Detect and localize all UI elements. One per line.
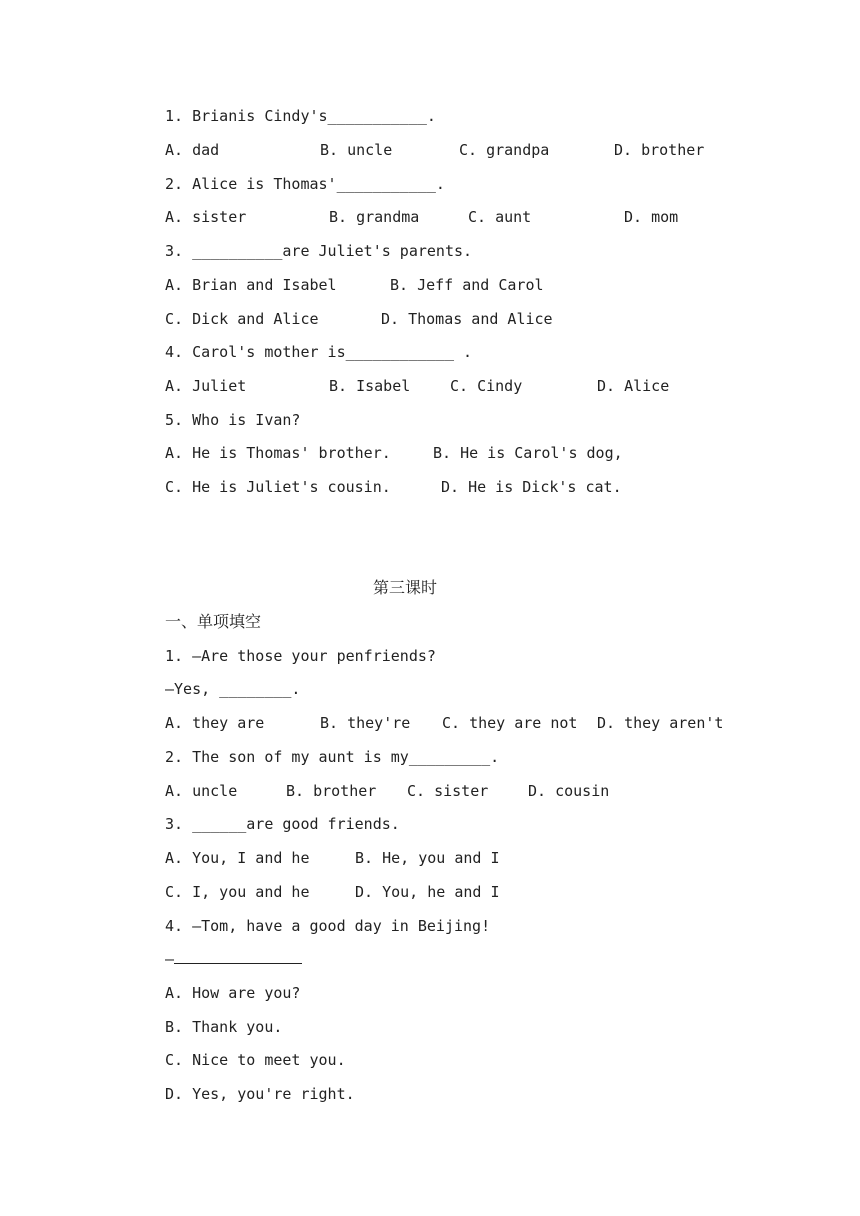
p2-q4-option-b: B. Thank you.: [165, 1018, 283, 1036]
q2-option-a: A. sister: [165, 208, 247, 226]
q4-option-d: D. Alice: [597, 377, 670, 395]
q5-option-d: D. He is Dick's cat.: [441, 478, 622, 496]
q5-option-b: B. He is Carol's dog,: [433, 444, 623, 462]
p2-question-4-reply: —: [165, 950, 175, 968]
q3-option-a: A. Brian and Isabel: [165, 276, 337, 294]
p2-q2-option-b: B. brother: [286, 782, 377, 800]
q4-option-a: A. Juliet: [165, 377, 247, 395]
p2-q1-option-a: A. they are: [165, 714, 265, 732]
question-5: 5. Who is Ivan?: [165, 411, 301, 429]
lesson-title: 第三课时: [373, 578, 438, 597]
p2-question-4: 4. —Tom, have a good day in Beijing!: [165, 917, 491, 935]
q1-option-a: A. dad: [165, 141, 220, 159]
q1-option-c: C. grandpa: [459, 141, 550, 159]
q4-option-b: B. Isabel: [329, 377, 411, 395]
q3-option-d: D. Thomas and Alice: [381, 310, 553, 328]
q1-option-b: B. uncle: [320, 141, 393, 159]
q4-option-c: C. Cindy: [450, 377, 523, 395]
p2-question-2: 2. The son of my aunt is my_________.: [165, 748, 500, 766]
question-3: 3. __________are Juliet's parents.: [165, 242, 473, 260]
q2-option-c: C. aunt: [468, 208, 532, 226]
p2-q4-option-c: C. Nice to meet you.: [165, 1051, 346, 1069]
p2-q3-option-b: B. He, you and I: [355, 849, 500, 867]
q1-option-d: D. brother: [614, 141, 705, 159]
p2-q1-option-b: B. they're: [320, 714, 411, 732]
p2-question-1: 1. —Are those your penfriends?: [165, 647, 436, 665]
q5-option-a: A. He is Thomas' brother.: [165, 444, 391, 462]
section-heading: 一、单项填空: [165, 612, 262, 631]
answer-blank: [174, 949, 302, 964]
question-1: 1. Brianis Cindy's___________.: [165, 107, 436, 125]
p2-q4-option-a: A. How are you?: [165, 984, 301, 1002]
p2-q1-option-d: D. they aren't: [597, 714, 724, 732]
q3-option-c: C. Dick and Alice: [165, 310, 319, 328]
question-4: 4. Carol's mother is____________ .: [165, 343, 473, 361]
p2-question-4-reply-line: [165, 949, 302, 969]
p2-q3-option-c: C. I, you and he: [165, 883, 310, 901]
q5-option-c: C. He is Juliet's cousin.: [165, 478, 391, 496]
p2-q3-option-d: D. You, he and I: [355, 883, 500, 901]
p2-q2-option-a: A. uncle: [165, 782, 238, 800]
p2-q4-option-d: D. Yes, you're right.: [165, 1085, 355, 1103]
p2-q2-option-d: D. cousin: [528, 782, 610, 800]
p2-question-3: 3. ______are good friends.: [165, 815, 400, 833]
p2-q1-option-c: C. they are not: [442, 714, 578, 732]
p2-q2-option-c: C. sister: [407, 782, 489, 800]
p2-question-1-reply: —Yes, ________.: [165, 680, 301, 698]
q2-option-b: B. grandma: [329, 208, 420, 226]
q3-option-b: B. Jeff and Carol: [390, 276, 544, 294]
question-2: 2. Alice is Thomas'___________.: [165, 175, 445, 193]
p2-q3-option-a: A. You, I and he: [165, 849, 310, 867]
q2-option-d: D. mom: [624, 208, 679, 226]
